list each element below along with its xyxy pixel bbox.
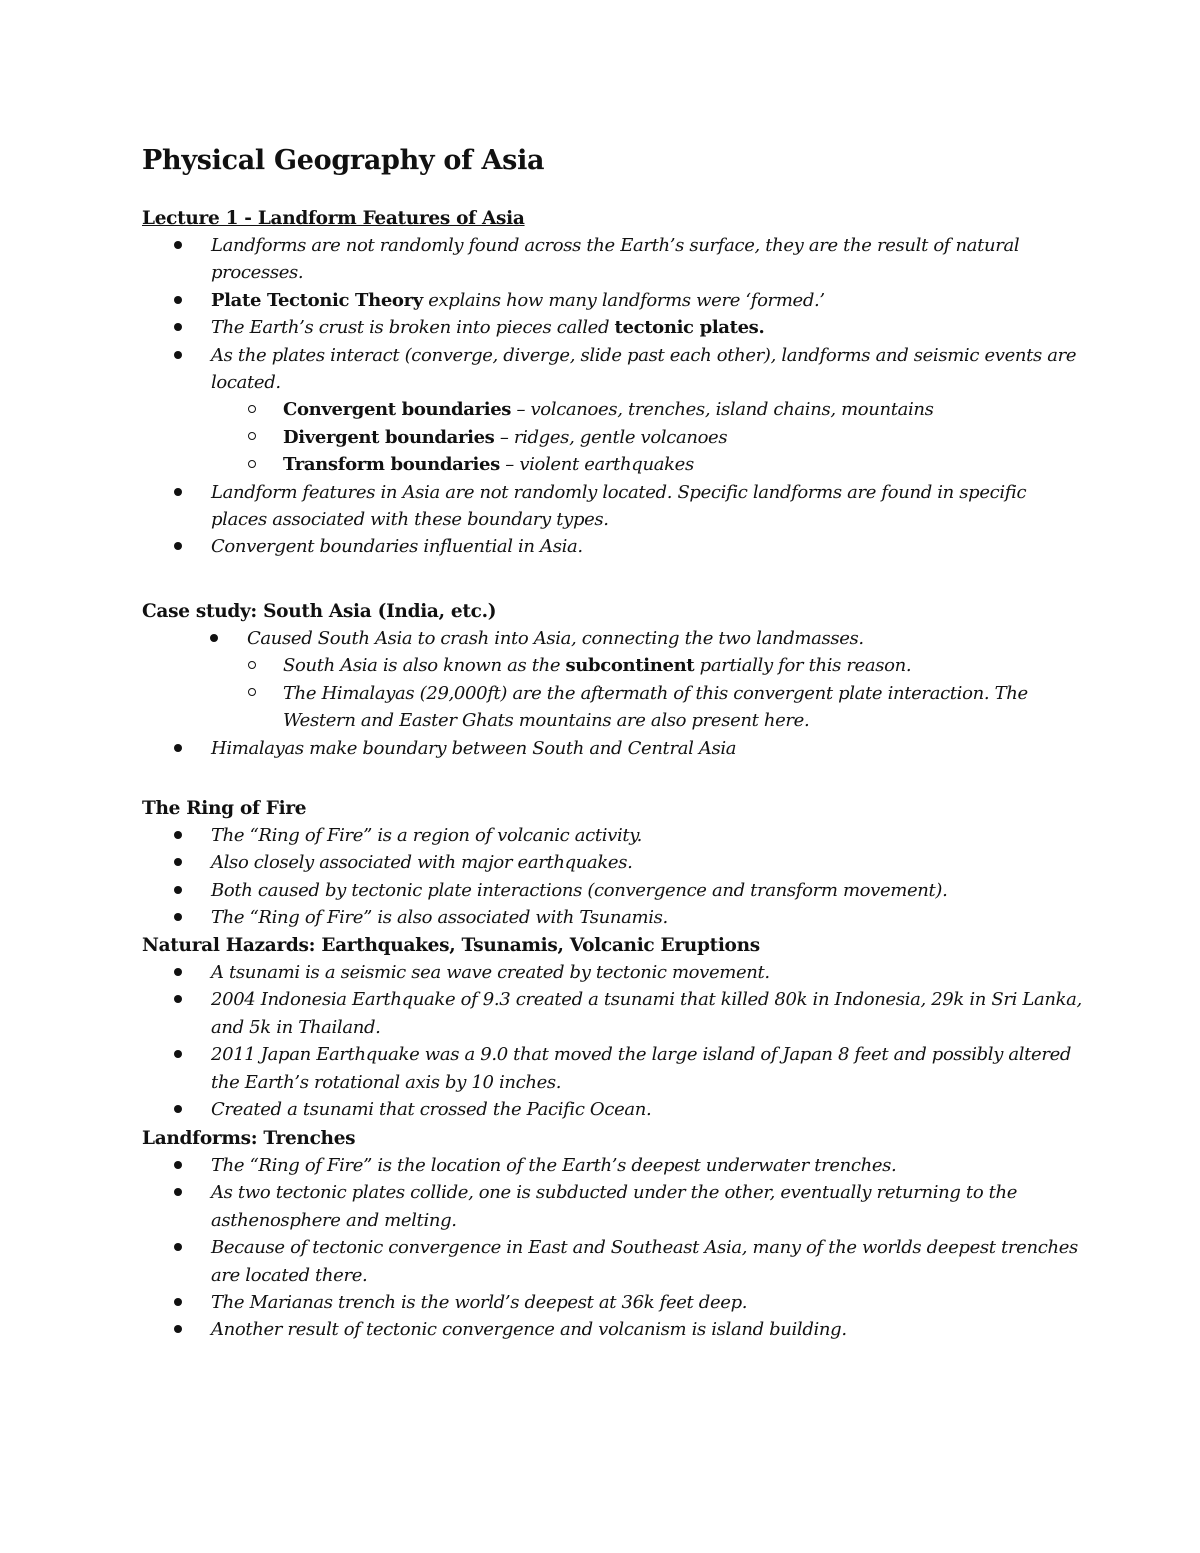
bullet-dot-icon	[174, 849, 182, 876]
list-item: 2011 Japan Earthquake was a 9.0 that moved the large island of Japan 8 feet and possibly altered the Earth’s rotational axis by 10 inches.	[142, 1041, 1082, 1096]
section-heading: The Ring of Fire	[142, 798, 307, 819]
list-subitem: Transform boundaries – violent earthquakes	[142, 451, 1082, 478]
list-subitem: Convergent boundaries – volcanoes, trenches, island chains, mountains	[142, 396, 1082, 423]
bullet-circle-icon	[248, 451, 256, 478]
list-item: 2004 Indonesia Earthquake of 9.3 created a tsunami that killed 80k in Indonesia, 29k in Sri Lanka, and 5k in Thailand.	[142, 986, 1082, 1041]
bullet-dot-icon	[174, 1289, 182, 1316]
list-item: Both caused by tectonic plate interactions (convergence and transform movement).	[142, 877, 1082, 904]
list-item: Because of tectonic convergence in East and Southeast Asia, many of the worlds deepest trenches are located there.	[142, 1234, 1082, 1289]
list-item: Created a tsunami that crossed the Pacific Ocean.	[142, 1096, 1082, 1123]
section-ring-of-fire	[142, 795, 1082, 932]
list-item: The “Ring of Fire” is a region of volcanic activity.	[142, 822, 1082, 849]
bullet-dot-icon	[174, 822, 182, 849]
bullet-dot-icon	[174, 1234, 182, 1261]
bullet-circle-icon	[248, 680, 256, 707]
list-item: Landform features in Asia are not randomly located. Specific landforms are found in specific places associated with these boundary types.	[142, 479, 1082, 534]
bullet-dot-icon	[210, 625, 218, 652]
bullet-dot-icon	[174, 1316, 182, 1343]
section-lecture-1	[142, 205, 1082, 561]
list-item: As the plates interact (converge, diverge, slide past each other), landforms and seismic events are located.	[142, 342, 1082, 397]
bullet-dot-icon	[174, 232, 182, 259]
bullet-circle-icon	[248, 396, 256, 423]
bullet-dot-icon	[174, 342, 182, 369]
bullet-dot-icon	[174, 986, 182, 1013]
bullet-dot-icon	[174, 877, 182, 904]
list-item: The Earth’s crust is broken into pieces called tectonic plates.	[142, 314, 1082, 341]
section-heading: Case study: South Asia (India, etc.)	[142, 601, 497, 622]
list-item: Caused South Asia to crash into Asia, connecting the two landmasses.	[142, 625, 1082, 652]
section-heading: Landforms: Trenches	[142, 1128, 356, 1149]
bullet-circle-icon	[248, 424, 256, 451]
section-trenches	[142, 1125, 1082, 1344]
section-heading: Natural Hazards: Earthquakes, Tsunamis, Volcanic Eruptions	[142, 935, 760, 956]
list-item: Also closely associated with major earthquakes.	[142, 849, 1082, 876]
list-item: Himalayas make boundary between South and Central Asia	[142, 735, 1082, 762]
section-case-study	[142, 598, 1082, 762]
bullet-dot-icon	[174, 479, 182, 506]
bullet-dot-icon	[174, 904, 182, 931]
bullet-dot-icon	[174, 1041, 182, 1068]
document-title: Physical Geography of Asia	[142, 145, 545, 176]
list-item: The Marianas trench is the world’s deepest at 36k feet deep.	[142, 1289, 1082, 1316]
list-item: A tsunami is a seismic sea wave created by tectonic movement.	[142, 959, 1082, 986]
bullet-circle-icon	[248, 652, 256, 679]
list-item: As two tectonic plates collide, one is subducted under the other, eventually returning to the asthenosphere and melting.	[142, 1179, 1082, 1234]
list-item: The “Ring of Fire” is also associated with Tsunamis.	[142, 904, 1082, 931]
bullet-dot-icon	[174, 533, 182, 560]
bullet-dot-icon	[174, 287, 182, 314]
list-item: Landforms are not randomly found across the Earth’s surface, they are the result of natural processes.	[142, 232, 1082, 287]
list-subitem: The Himalayas (29,000ft) are the aftermath of this convergent plate interaction. The Western and Easter Ghats mountains are also present here.	[142, 680, 1082, 735]
bullet-dot-icon	[174, 1152, 182, 1179]
list-item: The “Ring of Fire” is the location of the Earth’s deepest underwater trenches.	[142, 1152, 1082, 1179]
list-subitem: South Asia is also known as the subcontinent partially for this reason.	[142, 652, 1082, 679]
bullet-dot-icon	[174, 735, 182, 762]
list-item: Plate Tectonic Theory explains how many landforms were ‘formed.’	[142, 287, 1082, 314]
bullet-dot-icon	[174, 1096, 182, 1123]
bullet-dot-icon	[174, 314, 182, 341]
bullet-dot-icon	[174, 959, 182, 986]
list-item: Convergent boundaries influential in Asia.	[142, 533, 1082, 560]
list-subitem: Divergent boundaries – ridges, gentle volcanoes	[142, 424, 1082, 451]
section-natural-hazards	[142, 932, 1082, 1123]
bullet-dot-icon	[174, 1179, 182, 1206]
list-item: Another result of tectonic convergence and volcanism is island building.	[142, 1316, 1082, 1343]
section-heading: Lecture 1 - Landform Features of Asia	[142, 208, 525, 229]
